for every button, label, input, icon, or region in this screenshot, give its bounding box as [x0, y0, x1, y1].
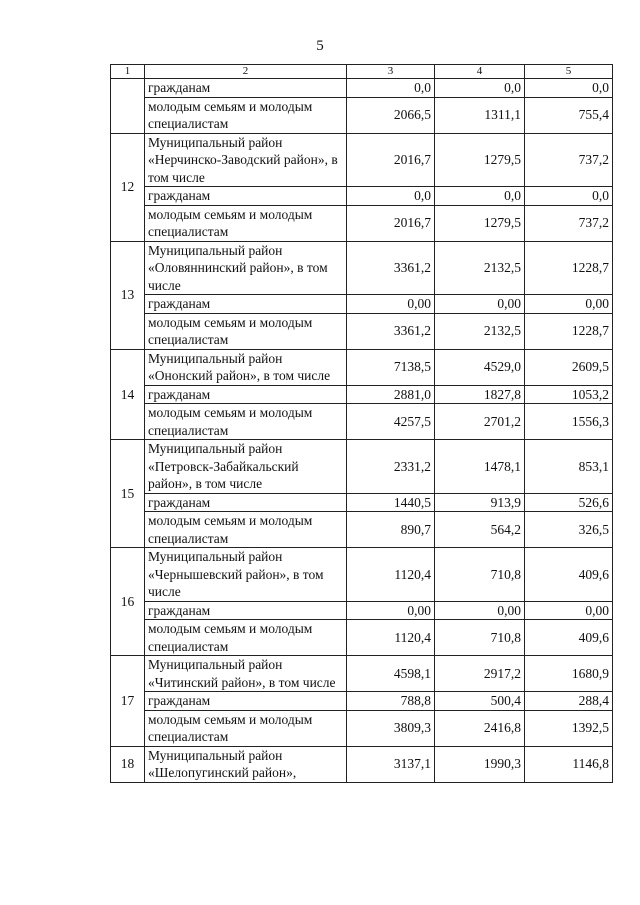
value-col-4: 1827,8	[435, 385, 525, 404]
value-col-5: 2609,5	[525, 349, 613, 385]
value-col-5: 1053,2	[525, 385, 613, 404]
row-label: молодым семьям и молодым специалистам	[145, 313, 347, 349]
table-row	[111, 710, 613, 746]
value-col-4: 500,4	[435, 692, 525, 711]
table-row	[111, 620, 613, 656]
value-col-5: 0,0	[525, 187, 613, 206]
district-row	[111, 241, 613, 295]
value-col-5: 1146,8	[525, 746, 613, 782]
row-number: 13	[111, 241, 145, 349]
value-col-5: 755,4	[525, 97, 613, 133]
value-col-3: 890,7	[347, 512, 435, 548]
value-col-5: 1556,3	[525, 404, 613, 440]
district-name: Муниципальный район «Чернышевский район», в том числе	[145, 548, 347, 602]
value-col-3: 3137,1	[347, 746, 435, 782]
value-col-3: 4598,1	[347, 656, 435, 692]
row-number: 18	[111, 746, 145, 782]
row-label: молодым семьям и молодым специалистам	[145, 512, 347, 548]
value-col-5: 737,2	[525, 205, 613, 241]
value-col-5: 1392,5	[525, 710, 613, 746]
table-row	[111, 187, 613, 206]
value-col-4: 0,00	[435, 295, 525, 314]
district-row	[111, 548, 613, 602]
table-row	[111, 601, 613, 620]
page-number: 5	[316, 38, 324, 54]
row-number: 16	[111, 548, 145, 656]
value-col-4: 0,0	[435, 79, 525, 98]
value-col-3: 0,0	[347, 79, 435, 98]
table-row	[111, 493, 613, 512]
value-col-3: 1440,5	[347, 493, 435, 512]
value-col-5: 409,6	[525, 548, 613, 602]
table-body	[111, 79, 613, 783]
value-col-3: 3361,2	[347, 241, 435, 295]
table-row	[111, 385, 613, 404]
value-col-5: 1228,7	[525, 241, 613, 295]
district-row	[111, 656, 613, 692]
district-row	[111, 349, 613, 385]
value-col-4: 0,0	[435, 187, 525, 206]
table-row	[111, 404, 613, 440]
value-col-4: 564,2	[435, 512, 525, 548]
value-col-3: 2016,7	[347, 205, 435, 241]
value-col-3: 0,00	[347, 601, 435, 620]
value-col-3: 3361,2	[347, 313, 435, 349]
table-row	[111, 692, 613, 711]
value-col-4: 2132,5	[435, 241, 525, 295]
value-col-4: 2917,2	[435, 656, 525, 692]
row-label: гражданам	[145, 187, 347, 206]
district-name: Муниципальный район «Шелопугинский район»,	[145, 746, 347, 782]
value-col-4: 1311,1	[435, 97, 525, 133]
value-col-5: 737,2	[525, 133, 613, 187]
header-col-5: 5	[525, 65, 613, 79]
district-name: Муниципальный район «Петровск-Забайкальский район», в том числе	[145, 440, 347, 494]
row-label: молодым семьям и молодым специалистам	[145, 620, 347, 656]
value-col-3: 2066,5	[347, 97, 435, 133]
district-name: Муниципальный район «Оловяннинский район», в том числе	[145, 241, 347, 295]
row-label: гражданам	[145, 79, 347, 98]
value-col-4: 1279,5	[435, 205, 525, 241]
value-col-5: 0,00	[525, 601, 613, 620]
header-col-4: 4	[435, 65, 525, 79]
value-col-4: 710,8	[435, 620, 525, 656]
value-col-3: 0,0	[347, 187, 435, 206]
value-col-3: 3809,3	[347, 710, 435, 746]
row-label: гражданам	[145, 295, 347, 314]
value-col-4: 1279,5	[435, 133, 525, 187]
table-row	[111, 313, 613, 349]
table-row	[111, 295, 613, 314]
row-label: гражданам	[145, 493, 347, 512]
table-row	[111, 79, 613, 98]
value-col-5: 1228,7	[525, 313, 613, 349]
value-col-5: 526,6	[525, 493, 613, 512]
value-col-3: 788,8	[347, 692, 435, 711]
value-col-3: 2016,7	[347, 133, 435, 187]
value-col-3: 7138,5	[347, 349, 435, 385]
district-name: Муниципальный район «Ононский район», в том числе	[145, 349, 347, 385]
table-row	[111, 512, 613, 548]
district-row	[111, 746, 613, 782]
value-col-5: 409,6	[525, 620, 613, 656]
row-label: гражданам	[145, 692, 347, 711]
value-col-5: 1680,9	[525, 656, 613, 692]
value-col-5: 326,5	[525, 512, 613, 548]
row-number: 15	[111, 440, 145, 548]
row-number: 17	[111, 656, 145, 747]
row-label: молодым семьям и молодым специалистам	[145, 205, 347, 241]
value-col-4: 2132,5	[435, 313, 525, 349]
value-col-3: 4257,5	[347, 404, 435, 440]
header-col-3: 3	[347, 65, 435, 79]
value-col-4: 1478,1	[435, 440, 525, 494]
value-col-4: 1990,3	[435, 746, 525, 782]
value-col-4: 2416,8	[435, 710, 525, 746]
value-col-3: 2881,0	[347, 385, 435, 404]
table-row	[111, 97, 613, 133]
value-col-3: 2331,2	[347, 440, 435, 494]
value-col-4: 2701,2	[435, 404, 525, 440]
row-number: 12	[111, 133, 145, 241]
budget-table	[110, 64, 613, 783]
value-col-4: 4529,0	[435, 349, 525, 385]
row-label: молодым семьям и молодым специалистам	[145, 710, 347, 746]
row-number	[111, 79, 145, 134]
value-col-3: 0,00	[347, 295, 435, 314]
table-header-row	[111, 65, 613, 79]
value-col-4: 710,8	[435, 548, 525, 602]
header-col-2: 2	[145, 65, 347, 79]
value-col-3: 1120,4	[347, 620, 435, 656]
value-col-5: 0,0	[525, 79, 613, 98]
value-col-3: 1120,4	[347, 548, 435, 602]
district-name: Муниципальный район «Читинский район», в том числе	[145, 656, 347, 692]
header-col-1: 1	[111, 65, 145, 79]
value-col-5: 853,1	[525, 440, 613, 494]
district-name: Муниципальный район «Нерчинско-Заводский район», в том числе	[145, 133, 347, 187]
row-label: молодым семьям и молодым специалистам	[145, 404, 347, 440]
district-row	[111, 133, 613, 187]
row-label: гражданам	[145, 601, 347, 620]
table-row	[111, 205, 613, 241]
value-col-4: 0,00	[435, 601, 525, 620]
row-number: 14	[111, 349, 145, 440]
value-col-4: 913,9	[435, 493, 525, 512]
value-col-5: 0,00	[525, 295, 613, 314]
row-label: гражданам	[145, 385, 347, 404]
row-label: молодым семьям и молодым специалистам	[145, 97, 347, 133]
value-col-5: 288,4	[525, 692, 613, 711]
district-row	[111, 440, 613, 494]
